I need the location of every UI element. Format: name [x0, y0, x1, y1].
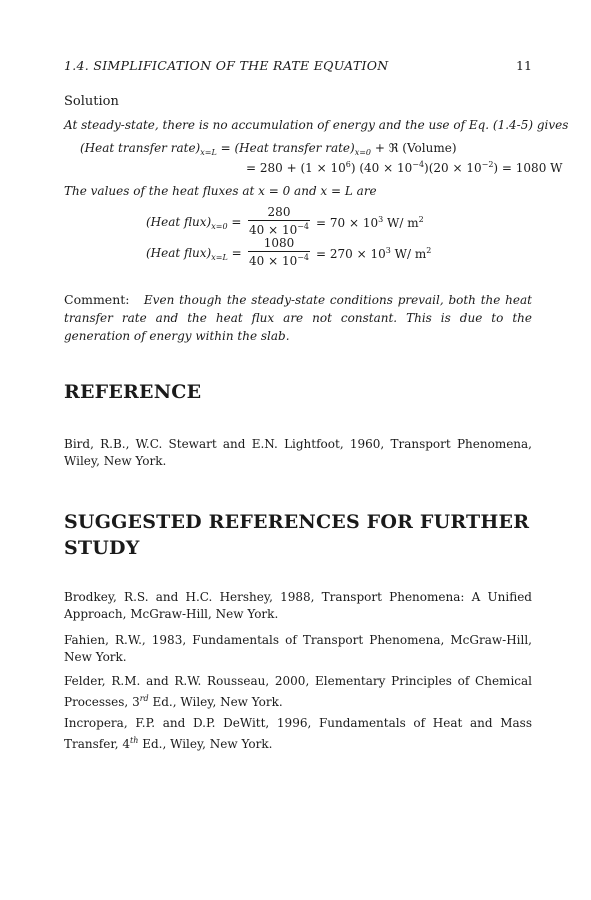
equation-1-lhs: (Heat transfer $rate)_{x=L}$ = (Heat transfer $rate)_{x=0}$ + ℜ (Volume): [80, 141, 457, 157]
suggested-ref-felder: Felder, R.M. and R.W. Rousseau, 2000, Elementary Principles of Chemical Processes, 3rd Ed., Wiley, New York.: [64, 674, 532, 709]
solution-heading: Solution: [64, 94, 119, 109]
flux-2-fraction: 1080 $40 \times 10^{-4}$: [248, 236, 310, 268]
comment-paragraph: [64, 291, 532, 345]
flux-1-lhs: (Heat $flux)_{x=0}$ =: [146, 215, 242, 231]
flux-1-fraction: 280 $40 \times 10^{-4}$: [248, 205, 310, 237]
equation-2: = $280 + (1 \times 10^6)$ $(40 \times 10^{-4})(20 \times 10^{-2}) = 1080$ W: [246, 160, 563, 175]
suggested-ref-incropera: Incropera, F.P. and D.P. DeWitt, 1996, Fundamentals of Heat and Mass Transfer, 4th Ed., Wiley, New York.: [64, 716, 532, 751]
reference-heading: REFERENCE: [64, 381, 202, 403]
page-number: 11: [516, 58, 532, 73]
running-title: 1.4. SIMPLIFICATION OF THE RATE EQUATION: [64, 58, 389, 73]
flux-1-rhs: = $70 \times 10^3$ W/ $m^2$: [316, 215, 424, 230]
suggested-references-heading: SUGGESTED REFERENCES FOR FURTHER STUDY: [64, 511, 530, 559]
flux-2-rhs: = $270 \times 10^3$ W/ $m^2$: [316, 246, 432, 261]
flux-2-lhs: (Heat $flux)_{x=L}$ =: [146, 246, 242, 262]
comment-label: Comment:: [64, 292, 130, 307]
solution-intro: At steady-state, there is no accumulation of energy and the use of Eq. (1.4-5) gives: [64, 118, 569, 132]
suggested-ref-fahien: Fahien, R.W., 1983, Fundamentals of Transport Phenomena, McGraw-Hill, New York.: [64, 633, 532, 664]
comment-text: Even though the steady-state conditions prevail, both the heat transfer rate and the heat flux are not constant. This is due to the generation of energy within the slab.: [64, 293, 532, 343]
suggested-ref-brodkey: Brodkey, R.S. and H.C. Hershey, 1988, Transport Phenomena: A Unified Approach, McGraw-Hill, New York.: [64, 590, 532, 621]
reference-entry: Bird, R.B., W.C. Stewart and E.N. Lightfoot, 1960, Transport Phenomena, Wiley, New York.: [64, 437, 532, 468]
flux-intro: The values of the heat fluxes at x = 0 and x = L are: [64, 184, 377, 198]
